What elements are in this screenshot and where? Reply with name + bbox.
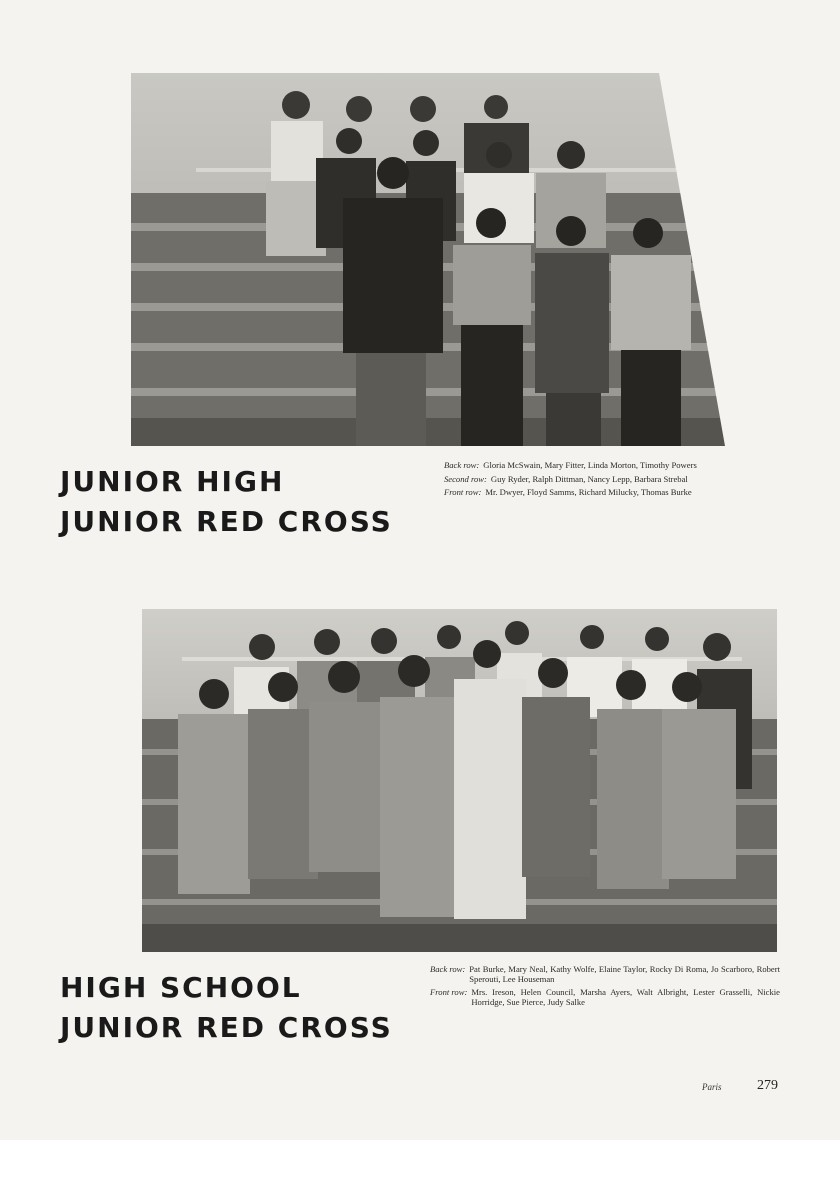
high-school-heading-line1: HIGH SCHOOL	[60, 971, 302, 1004]
caption-row-names: Mrs. Ireson, Helen Council, Marsha Ayers, Walt Albright, Lester Grasselli, Nickie Horridge, Sue Pierce, Judy Salke	[471, 987, 780, 1007]
junior-high-heading	[60, 462, 393, 542]
caption-row-label: Back row:	[430, 964, 466, 974]
caption-row	[430, 988, 780, 1007]
caption-row-label: Front row:	[430, 987, 468, 998]
junior-high-heading-line2: JUNIOR RED CROSS	[60, 505, 393, 538]
footer-school-name: Paris	[702, 1082, 722, 1092]
junior-high-heading-line1: JUNIOR HIGH	[60, 465, 285, 498]
caption-row	[444, 461, 726, 471]
caption-row-names: Pat Burke, Mary Neal, Kathy Wolfe, Elaine Taylor, Rocky Di Roma, Jo Scarboro, Robert Sperouti, Lee Houseman	[469, 964, 780, 984]
caption-row-names: Guy Ryder, Ralph Dittman, Nancy Lepp, Barbara Strebal	[490, 473, 688, 484]
page-bottom-edge	[0, 1140, 840, 1195]
caption-row	[444, 475, 726, 485]
high-school-heading-line2: JUNIOR RED CROSS	[60, 1011, 393, 1044]
caption-row-label: Front row:	[444, 487, 482, 498]
caption-row	[430, 965, 780, 984]
junior-high-group-photo	[131, 73, 725, 446]
junior-high-caption	[444, 461, 726, 502]
caption-row	[444, 488, 726, 498]
page-number: 279	[757, 1078, 778, 1093]
high-school-group-photo	[142, 609, 777, 952]
caption-row-names: Mr. Dwyer, Floyd Samms, Richard Milucky, Thomas Burke	[485, 487, 692, 498]
caption-row-label: Second row:	[444, 473, 487, 484]
caption-row-names: Gloria McSwain, Mary Fitter, Linda Morton, Timothy Powers	[483, 460, 697, 470]
high-school-heading	[60, 968, 393, 1048]
caption-row-label: Back row:	[444, 460, 480, 470]
high-school-caption	[430, 965, 780, 1011]
